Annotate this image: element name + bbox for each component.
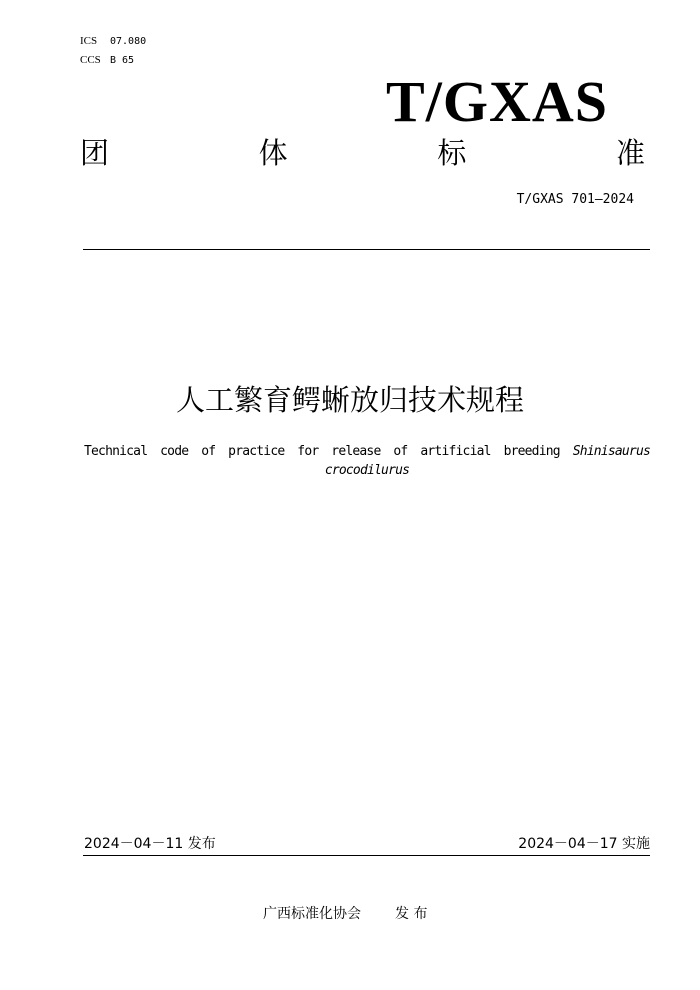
ccs-label: CCS bbox=[80, 54, 101, 66]
ics-code bbox=[80, 34, 146, 49]
title-english-line-1 bbox=[84, 442, 650, 461]
ics-label: ICS bbox=[80, 35, 98, 47]
ccs-code bbox=[80, 53, 134, 68]
title-english-species-genus: Shinisaurus bbox=[572, 444, 650, 459]
ics-value: 07.080 bbox=[110, 36, 147, 47]
bottom-divider bbox=[83, 855, 650, 856]
title-english-text: Technical code of practice for release of artificial breeding bbox=[84, 444, 573, 459]
standard-type-char: 团 bbox=[80, 136, 110, 170]
standard-type-char: 体 bbox=[258, 136, 288, 170]
publisher-line bbox=[263, 905, 427, 923]
title-english-line-2 bbox=[84, 461, 650, 480]
implementation-date: 2024－04－17 实施 bbox=[518, 836, 650, 852]
standard-number: T/GXAS 701—2024 bbox=[516, 192, 634, 207]
document-title-chinese: 人工繁育鳄蜥放归技术规程 bbox=[175, 383, 524, 417]
title-english-species-epithet: crocodilurus bbox=[324, 463, 410, 478]
publish-label: 发 布 bbox=[395, 906, 428, 922]
publisher-name: 广西标准化协会 bbox=[263, 906, 361, 922]
issue-date: 2024－04－11 发布 bbox=[84, 836, 216, 852]
standard-type-char: 标 bbox=[437, 136, 467, 170]
top-divider bbox=[83, 249, 650, 250]
document-title-english bbox=[84, 442, 650, 480]
standard-type-char: 准 bbox=[615, 136, 645, 170]
standard-type bbox=[80, 135, 645, 171]
ccs-value: B 65 bbox=[110, 55, 135, 66]
standard-brand-logo: T/GXAS bbox=[386, 69, 608, 134]
